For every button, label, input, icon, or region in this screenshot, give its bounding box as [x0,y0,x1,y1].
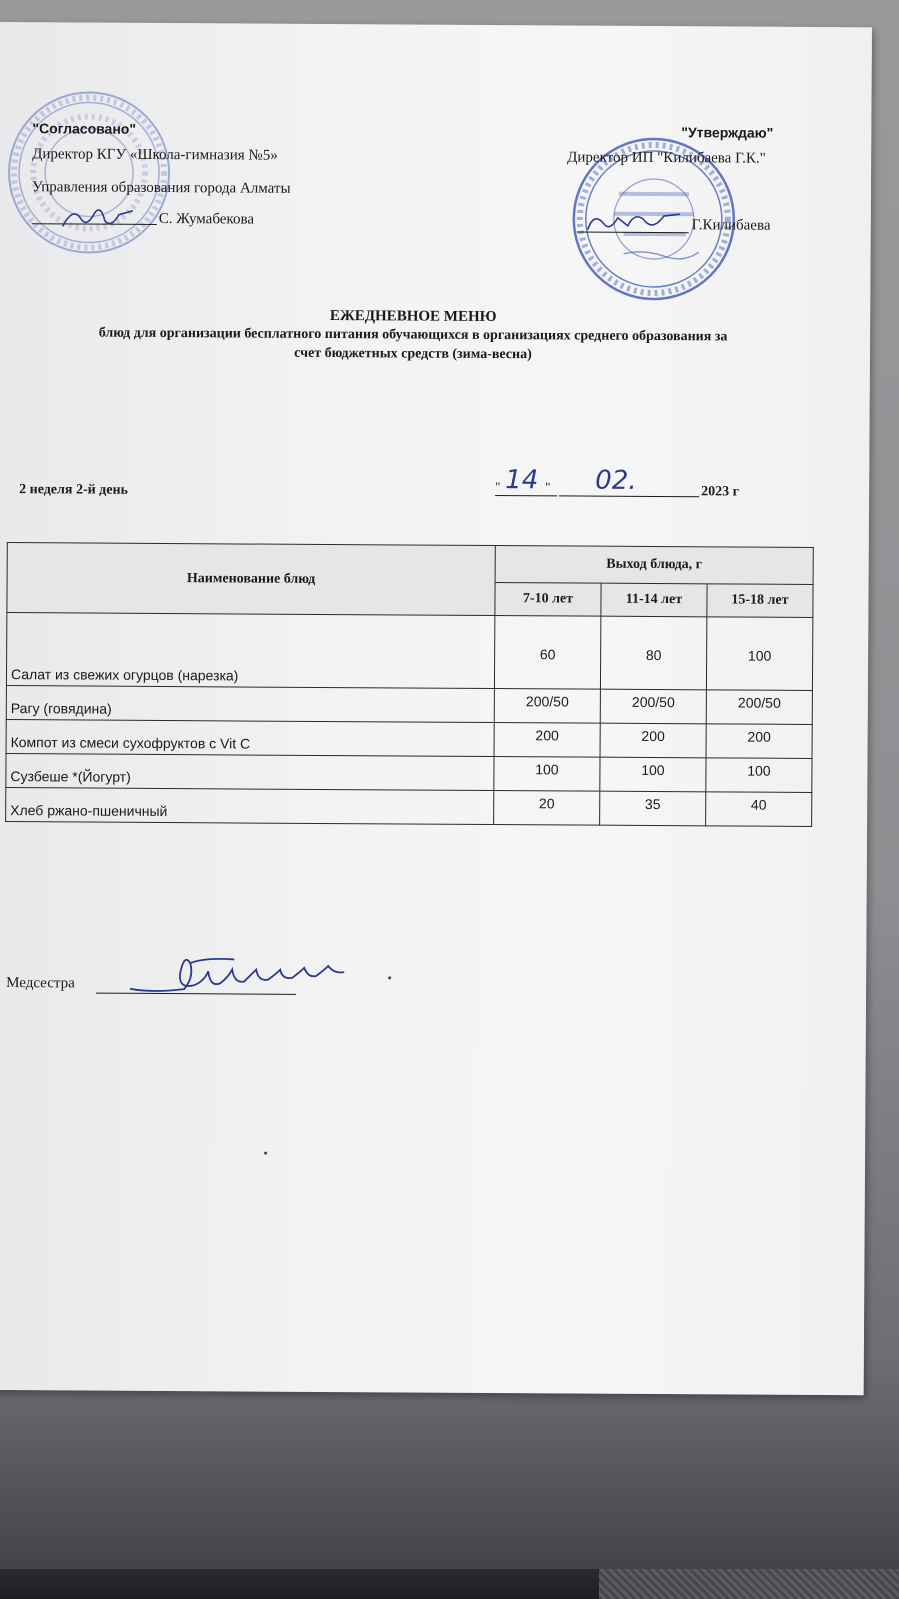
yield-value: 100 [600,757,706,792]
yield-value: 100 [706,758,812,793]
yield-value: 200/50 [600,689,706,724]
header-yield: Выход блюда, г [495,546,813,585]
date-day-handwritten: 14 [505,465,539,496]
yield-value: 100 [706,617,812,691]
yield-value: 80 [600,616,706,690]
header-dish-name: Наименование блюд [7,543,495,616]
nurse-signature [124,943,364,1004]
yield-value: 60 [494,616,600,690]
dish-name: Рагу (говядина) [6,686,494,723]
approved-signature [584,204,684,239]
dish-name: Сузбеше *(Йогурт) [6,754,494,791]
table-row [6,754,812,793]
approved-heading: "Утверждаю" [681,124,774,141]
agreed-position-line: Директор КГУ «Школа-гимназия №5» [32,146,278,164]
week-day-label: 2 неделя 2-й день [19,482,129,498]
document-subtitle-line2: счет бюджетных средств (зима-весна) [294,345,532,363]
header-age-group: 15-18 лет [707,584,813,618]
agreed-department-line: Управления образования города Алматы [31,179,291,197]
date-day-field: " 14 " [495,473,557,496]
yield-value: 100 [494,757,600,792]
ink-dot [388,976,391,979]
approved-position-line: Директор ИП "Килибаева Г.К." [567,149,766,167]
ink-dot [264,1152,267,1155]
table-row [6,686,812,725]
dish-name: Компот из смеси сухофруктов с Vit C [6,720,494,757]
agreed-signature [59,202,139,232]
yield-value: 200 [494,723,600,758]
yield-value: 200/50 [706,690,812,725]
approved-signer-name: Г.Килибаева [691,217,771,234]
document-page [0,22,872,1395]
table-row [6,613,812,691]
document-title: ЕЖЕДНЕВНОЕ МЕНЮ [329,308,497,326]
table-row [6,788,812,827]
agreed-signer-name: С. Жумабекова [158,210,255,228]
yield-value: 20 [494,791,600,826]
dish-name: Хлеб ржано-пшеничный [6,788,494,825]
nurse-label: Медсестра [6,975,75,992]
yield-value: 40 [706,792,812,827]
header-age-group: 7-10 лет [495,583,601,617]
table-surface [0,1569,899,1599]
yield-value: 200 [600,723,706,758]
document-subtitle-line1: блюд для организации бесплатного питания обучающихся в организациях среднего образования за [98,325,728,345]
table-row [6,720,812,759]
menu-table [5,542,814,827]
yield-value: 35 [600,791,706,826]
agreed-heading: "Согласовано" [32,120,137,137]
fabric-edge [599,1569,899,1599]
date-year: 2023 г [701,484,740,500]
dish-name: Салат из свежих огурцов (нарезка) [6,613,494,689]
yield-value: 200/50 [494,689,600,724]
header-age-group: 11-14 лет [601,583,707,617]
date-month-handwritten: 02. [595,465,637,496]
date-month-field [559,465,699,497]
yield-value: 200 [706,724,812,759]
